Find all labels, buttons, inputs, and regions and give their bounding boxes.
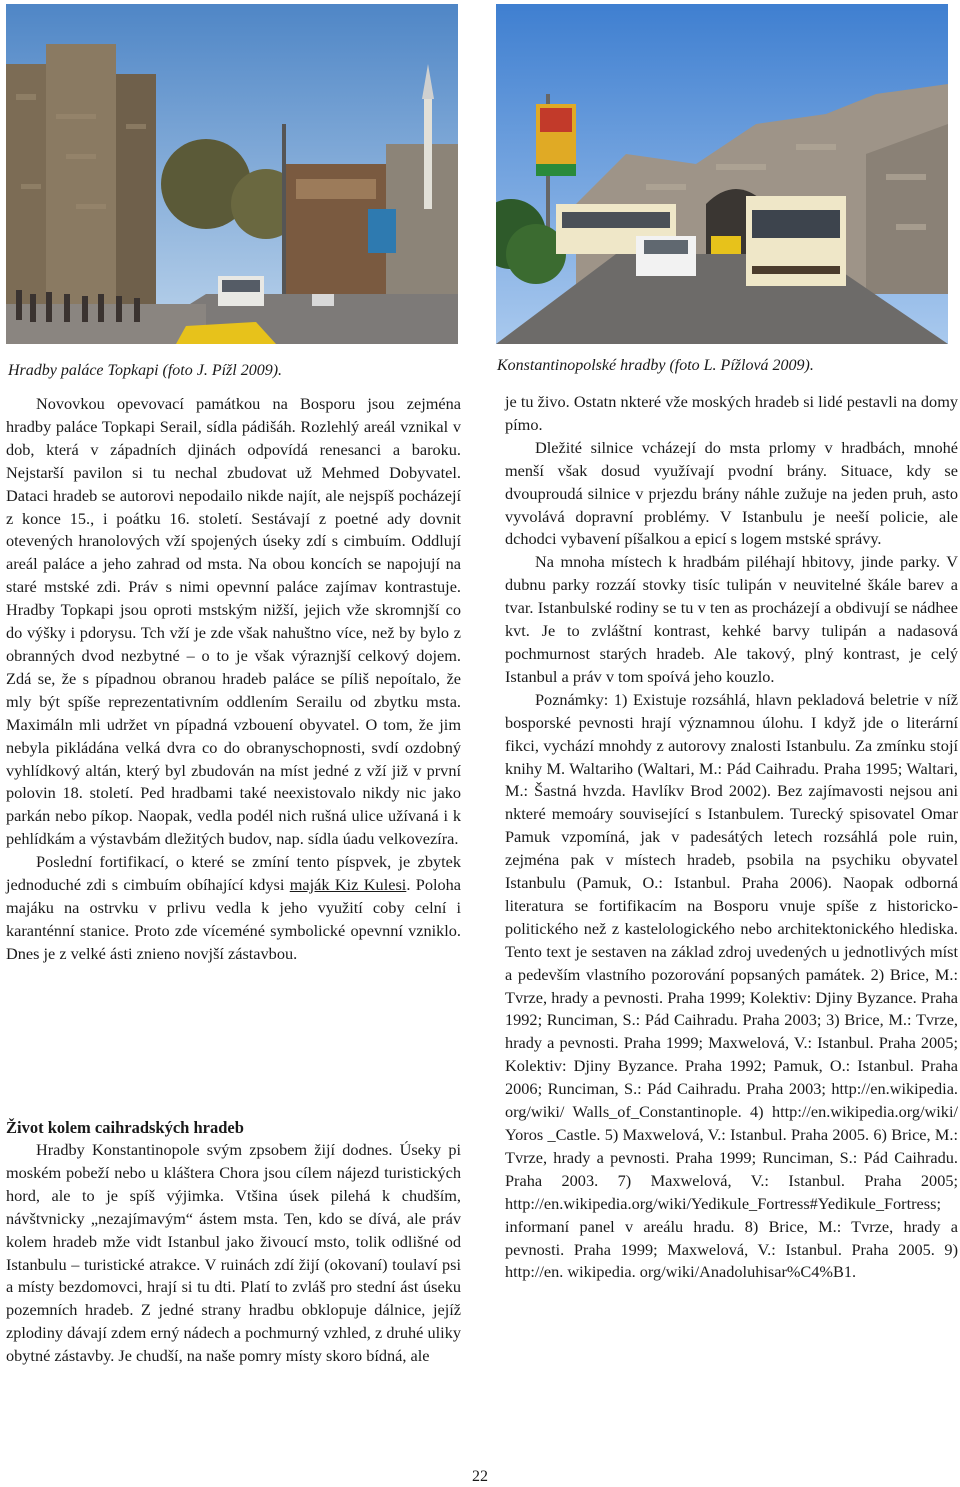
page-number: 22 [472, 1468, 488, 1485]
section-heading: Život kolem caihradských hradeb [6, 1118, 244, 1137]
paragraph-life-around-walls: Hradby Konstantinopole svým zpsobem žijí dodnes. Úseky pi moském pobeží nebo u kláštera Chora jsou cílem nájezd turistických hord, ale to je spíš výjimka. Vtšina úsek pilehá k chudším, návštvnicky „nezajímavým“ ástem msta. Ten, kdo se dívá, ale práv kolem hradeb mže vidt Istanbul jako živoucí msto, tolik odlišné od Istanbulu – turistické atrakce. V ruinách zdí žijí (okovaní) toulaví psi a místy bezdomovci, hrají si tu dti. Platí to zvláš pro stední ást úseku pozemních hradeb. Z jedné strany hradbu obklopuje dálnice, jejíž zplodiny dávají zdem erný nádech a pochmurný vzhled, z druhé uliky obytné zástavby. Je chudší, na naše pomry místy skoro bídná, ale [6, 1140, 461, 1366]
paragraph-kiz-kulesi [6, 851, 461, 966]
paragraph-kiz-kulesi-start: Poslední fortifikací, o které se zmíní tento píspvek, je zbytek jednoduché zdi s cimbuím obíhající kdysi [6, 852, 461, 895]
paragraph-roads-gates: Dležité silnice vcházejí do msta prlomy v hradbách, mnohé menší však dosud využívají pvodní brány. Situace, kdy se dvouproudá silnice v prjezdu brány náhle zužuje na jeden pruh, asto vyvolává dopravní problémy. V Istanbulu je neeší policie, ale dchodci vybavení píšalkou a epicí s logem mstské správy. [505, 437, 958, 549]
paragraph-notes: Poznámky: 1) Existuje rozsáhlá, hlavn pekladová beletrie v níž bosporské pevnosti hrají významnou úlohu. I když jde o literární fikci, vychází mnohdy z autorovy znalosti Istanbulu. Za zmínku stojí knihy M. Waltariho (Waltari, M.: Pád Caihradu. Praha 1995; Waltari, M.: Šastná hvzda. Havlíkv Brod 2002). Bez zajímavosti nejsou ani nkteré memoáry související s Istanbulem. Turecký spisovatel Omar Pamuk vzpomíná, jak v padesátých letech rozsáhlá pole ruin, zejména pak v místech hradeb, psobila na psychiku obyvatel Istanbulu (Pamuk, O.: Istanbul. Praha 2006). Naopak odborná literatura se fortifikacím na Bosporu vnuje spíše z historicko-politického než z kastelologického nebo architektonického hlediska. Tento text je sestaven na základ zdroj uvedených u jednotlivých míst a pedevším vlastního pozorování popsaných památek. 2) Brice, M.: Tvrze, hrady a pevnosti. Praha 1999; Kolektiv: Djiny Byzance. Praha 1992; Runciman, S.: Pád Caihradu. Praha 2003; 3) Brice, M.: Tvrze, hrady a pevnosti. Praha 1999; Maxwelová, V.: Istanbul. Praha 2005; Kolektiv: Djiny Byzance. Praha 1992; Pamuk, O.: Istanbul. Praha 2006; Runciman, S.: Pád Caihradu. Praha 2003; http://en.wikipedia. org/wiki/ Walls_of_Constantinople. 4) http://en.wikipedia.org/wiki/ Yoros _Castle. 5) Maxwelová, V.: Istanbul. Praha 2005. 6) Brice, M.: Tvrze, hrady a pevnosti. Praha 1999; Runciman, S.: Pád Caihradu. Praha 2003. 7) Maxwelová, V.: Istanbul. Praha 2005; http://en.wikipedia.org/wiki/Yedikule_Fortress#Yedikule_Fortress; informaní panel v areálu hradu. 8) Brice, M.: Tvrze, hrady a pevnosti. Praha 1999; Maxwelová, V.: Istanbul. Praha 2005. 9) http://en. wikipedia. org/wiki/Anadoluhisar%C4%B1. [505, 689, 958, 1282]
photo-caption-constantinople: Konstantinopolské hradby (foto L. Pížlová 2009). [497, 357, 814, 374]
left-column-text-section [6, 1139, 461, 1368]
paragraph-topkapi: Novovkou opevovací památkou na Bosporu jsou zejména hradby paláce Topkapi Serail, sídla pádišáh. Rozlehlý areál vznikal v dob, která v západních djinách odpovídá renesanci a baroku. Nejstarší pavilon si tu nechal zbudovat už Mehmed Dobyvatel. Dataci hradeb se autorovi nepodailo nikde najít, ale nejspíš pocházejí z konce 15., i poátku 16. století. Sestávají z poetné ady dovnit otevených hranolových vží spojených úseky zdí s cimbuím. Oddlují areál paláce a jeho zahrad od msta. Na obou koncích se napojují na staré mstské zdi. Práv s nimi opevnní paláce zajímav kontrastuje. Hradby Topkapi jsou oproti mstským nižší, jejich vže skromnjší co do výšky i pdorysu. Tch vží je zde však nahuštno více, než by bylo z obranných dvod nezbytné – o to je však výraznjší celkový dojem. Zdá se, že s pípadnou obranou hradeb paláce se píliš nepoítalo, že mly být spíše reprezentativním oddlením Serailu od zbytku msta. Maximáln mli udržet vn pípadná vzbouení obyvatel. O tom, že jim nebyla pikládána velká dvra co do obranyschopnosti, svdí ozdobný vyhlídkový altán, který byl zbudován na míst jedné z vží již v první polovin 18. století. Ped hradbami také neexistovalo nikdy nic jako parkán nebo píkop. Naopak, vedla podél nich rušná ulice užívaná i k pehlídkám a výstavbám dležitých budov, nap. sídla úadu velkovezíra. [6, 394, 461, 849]
photo-topkapi-walls [6, 4, 458, 344]
photo-constantinople-walls [496, 4, 948, 344]
right-column-text [505, 391, 958, 1284]
paragraph-continuation: je tu živo. Ostatn nkteré vže moských hradeb si lidé pestavli na domy pímo. [505, 392, 958, 434]
photo-caption-topkapi: Hradby paláce Topkapi (foto J. Pížl 2009). [8, 362, 283, 379]
link-kiz-kulesi[interactable]: maják Kiz Kulesi [289, 875, 407, 895]
paragraph-cemeteries-parks: Na mnoha místech k hradbám piléhají hbitovy, jinde parky. V dubnu parky rozzáí stovky tisíc tulipán v neuvitelné škále barev a tvar. Istanbulské rodiny se tu v ten as procházejí a obdivují se nádhee kvt. Je to zvláštní kontrast, kehké barvy tulipán a nadasová pochmurnost starých hradeb. Ale takový, plný kontrast, je celý Istanbul a práv v tom spoívá jeho kouzlo. [505, 552, 958, 686]
paragraph-kiz-kulesi-end: . Poloha majáku na ostrvku v prlivu vedla k jeho využití coby celní i karanténní stanice. Proto zde víceméné symbolické opevnní vzniklo. Dnes je z velké ásti znieno novjší zástavbou. [6, 875, 461, 963]
left-column-text [6, 393, 461, 966]
